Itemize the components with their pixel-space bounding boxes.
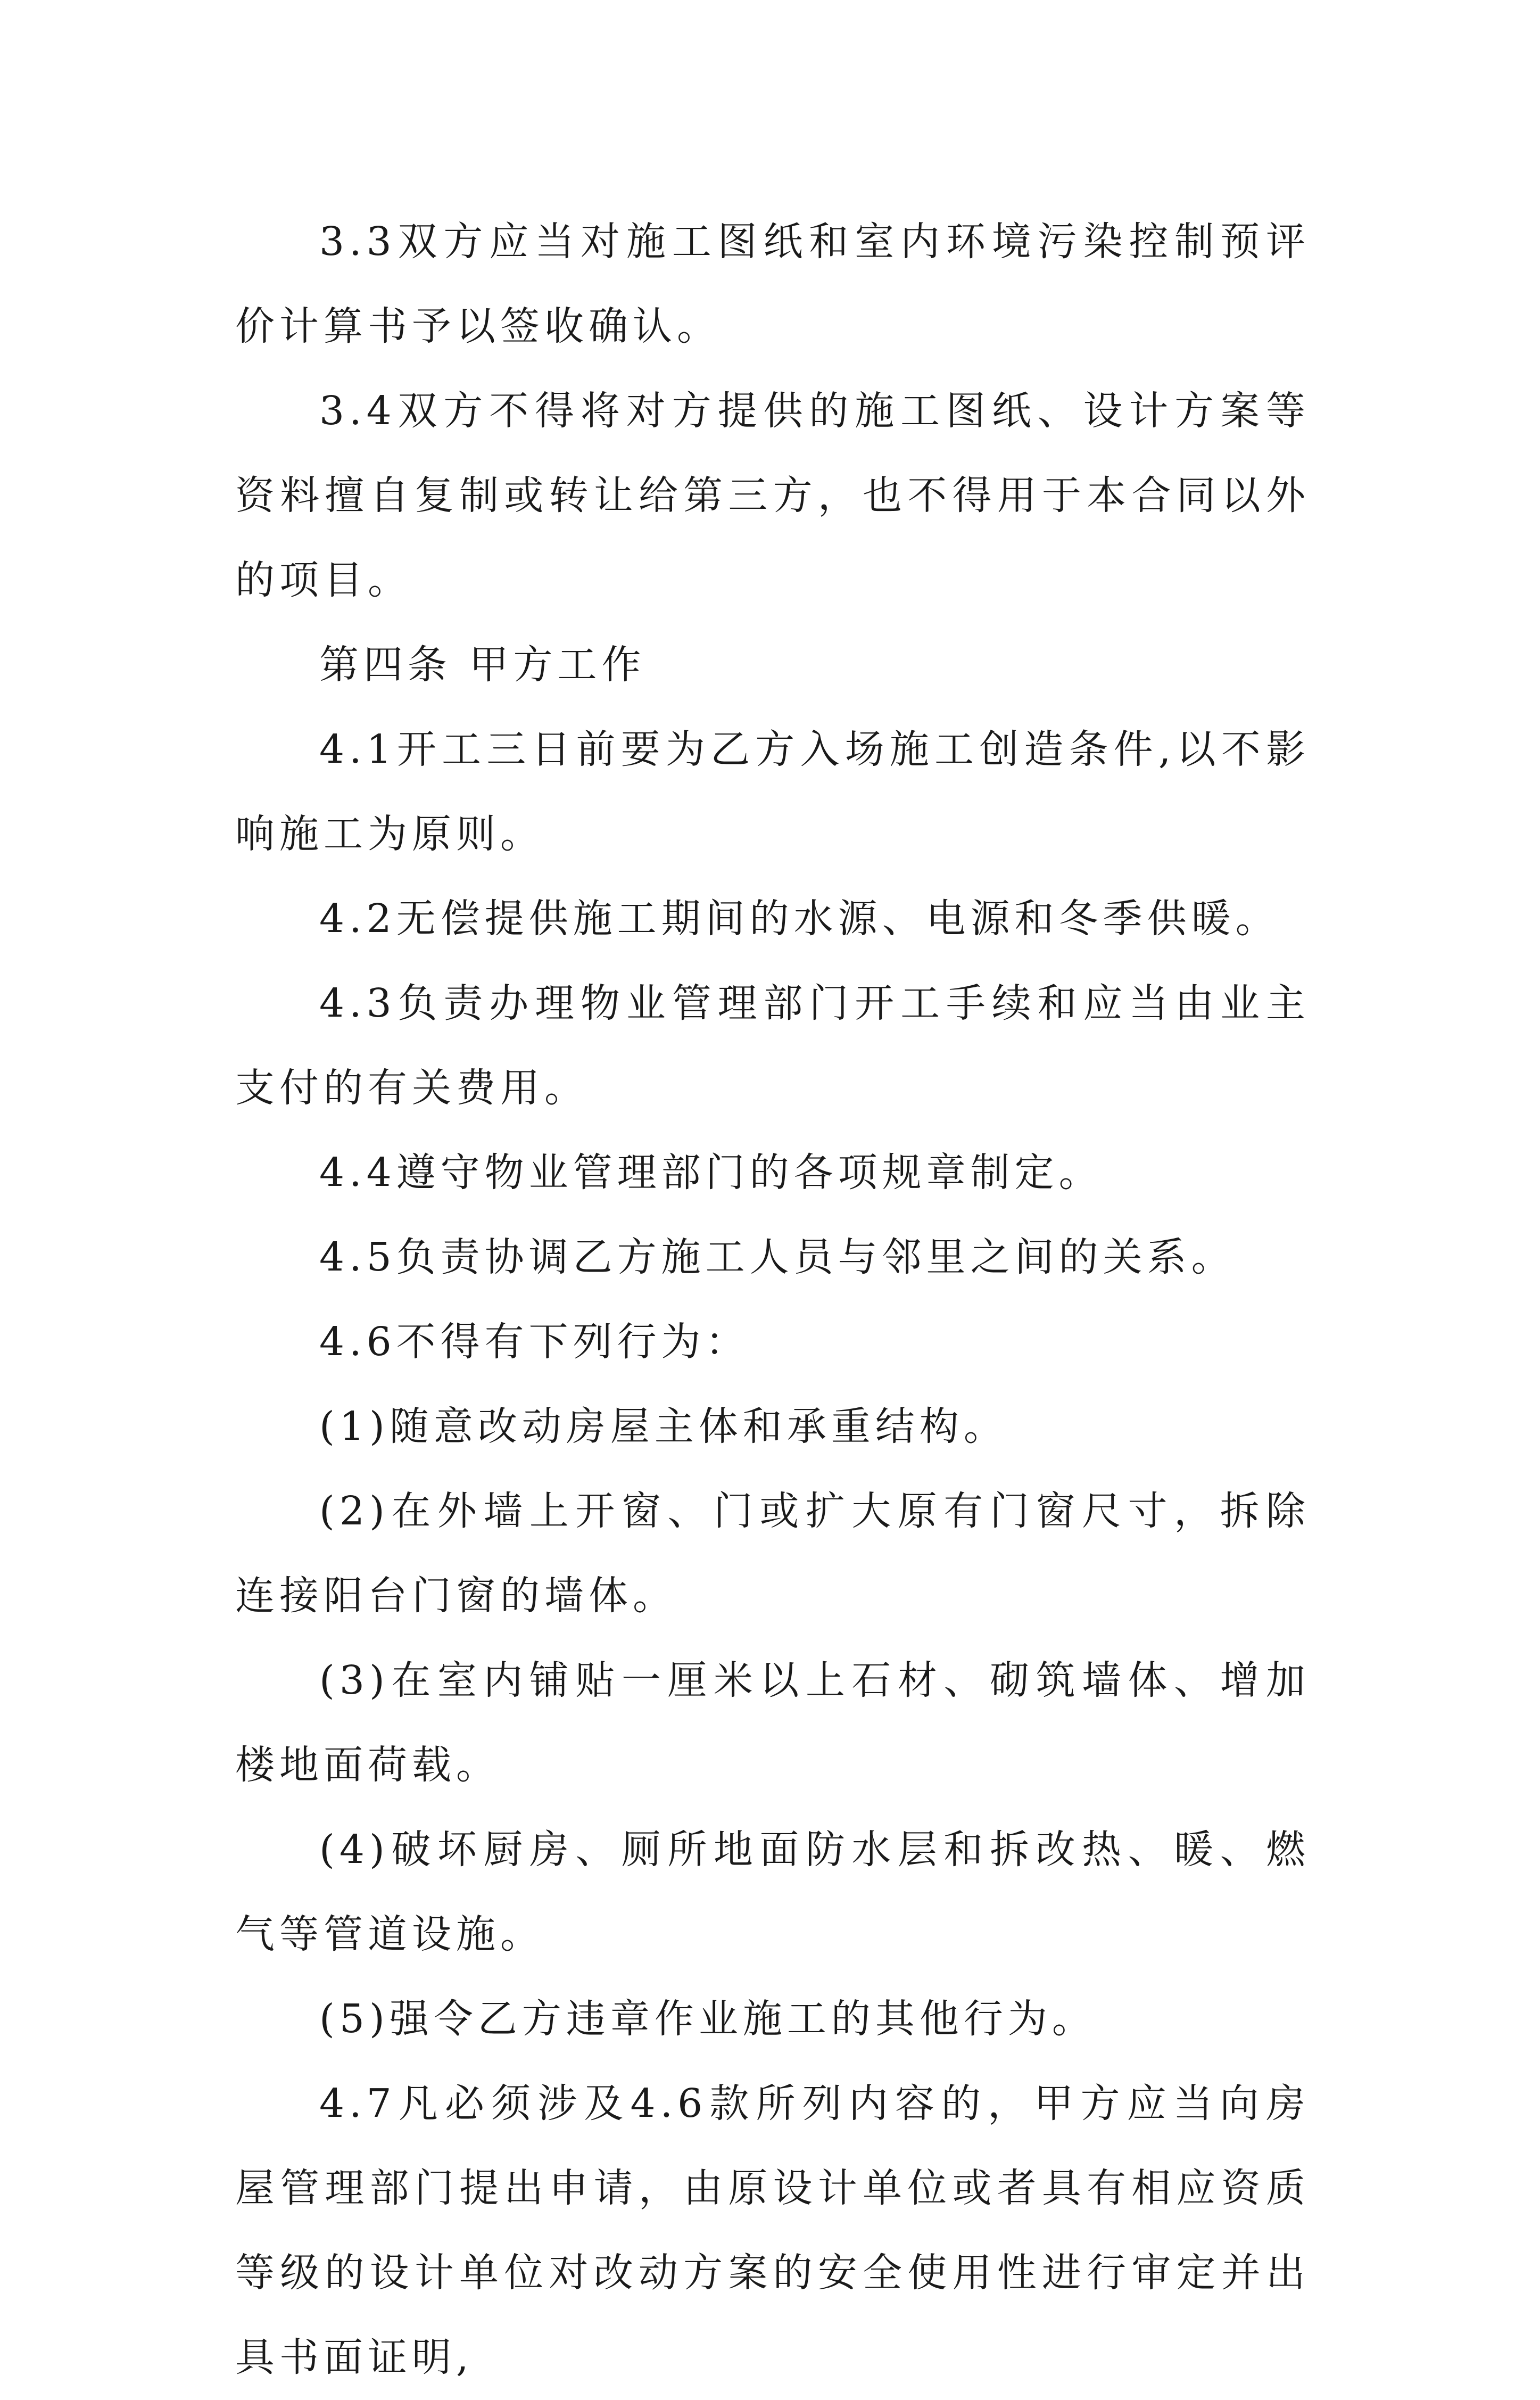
list-item-5: (5)强令乙方违章作业施工的其他行为。 <box>319 1996 1096 2042</box>
paragraph-4-4: 4.4遵守物业管理部门的各项规章制定。 <box>319 1150 1103 1195</box>
document-body <box>235 200 1310 2400</box>
paragraph-4-6: 4.6不得有下列行为： <box>319 1319 750 1365</box>
paragraph-4-1: 4.1开工三日前要为乙方入场施工创造条件,以不影响施工为原则。 <box>235 727 1310 857</box>
list-item-2: (2)在外墙上开窗、门或扩大原有门窗尺寸，拆除连接阳台门窗的墙体。 <box>235 1488 1310 1619</box>
paragraph-4-3: 4.3负责办理物业管理部门开工手续和应当由业主支付的有关费用。 <box>235 980 1310 1111</box>
list-item-4: (4)破坏厨房、厕所地面防水层和拆改热、暖、燃气等管道设施。 <box>235 1827 1310 1957</box>
list-item-3: (3)在室内铺贴一厘米以上石材、砌筑墙体、增加楼地面荷载。 <box>235 1657 1310 1788</box>
list-item-1: (1)随意改动房屋主体和承重结构。 <box>319 1404 1008 1449</box>
paragraph-3-3: 3.3双方应当对施工图纸和室内环境污染控制预评价计算书予以签收确认。 <box>235 219 1310 349</box>
paragraph-4-2: 4.2无偿提供施工期间的水源、电源和冬季供暖。 <box>319 896 1280 942</box>
paragraph-4-5: 4.5负责协调乙方施工人员与邻里之间的关系。 <box>319 1234 1236 1280</box>
section-heading-article-4: 第四条 甲方工作 <box>319 642 646 688</box>
paragraph-3-4: 3.4双方不得将对方提供的施工图纸、设计方案等资料擅自复制或转让给第三方，也不得用于本合同以外的项目。 <box>235 388 1310 603</box>
paragraph-4-7: 4.7凡必须涉及4.6款所列内容的，甲方应当向房屋管理部门提出申请，由原设计单位或者具有相应资质等级的设计单位对改动方案的安全使用性进行审定并出具书面证明, <box>235 2081 1310 2380</box>
